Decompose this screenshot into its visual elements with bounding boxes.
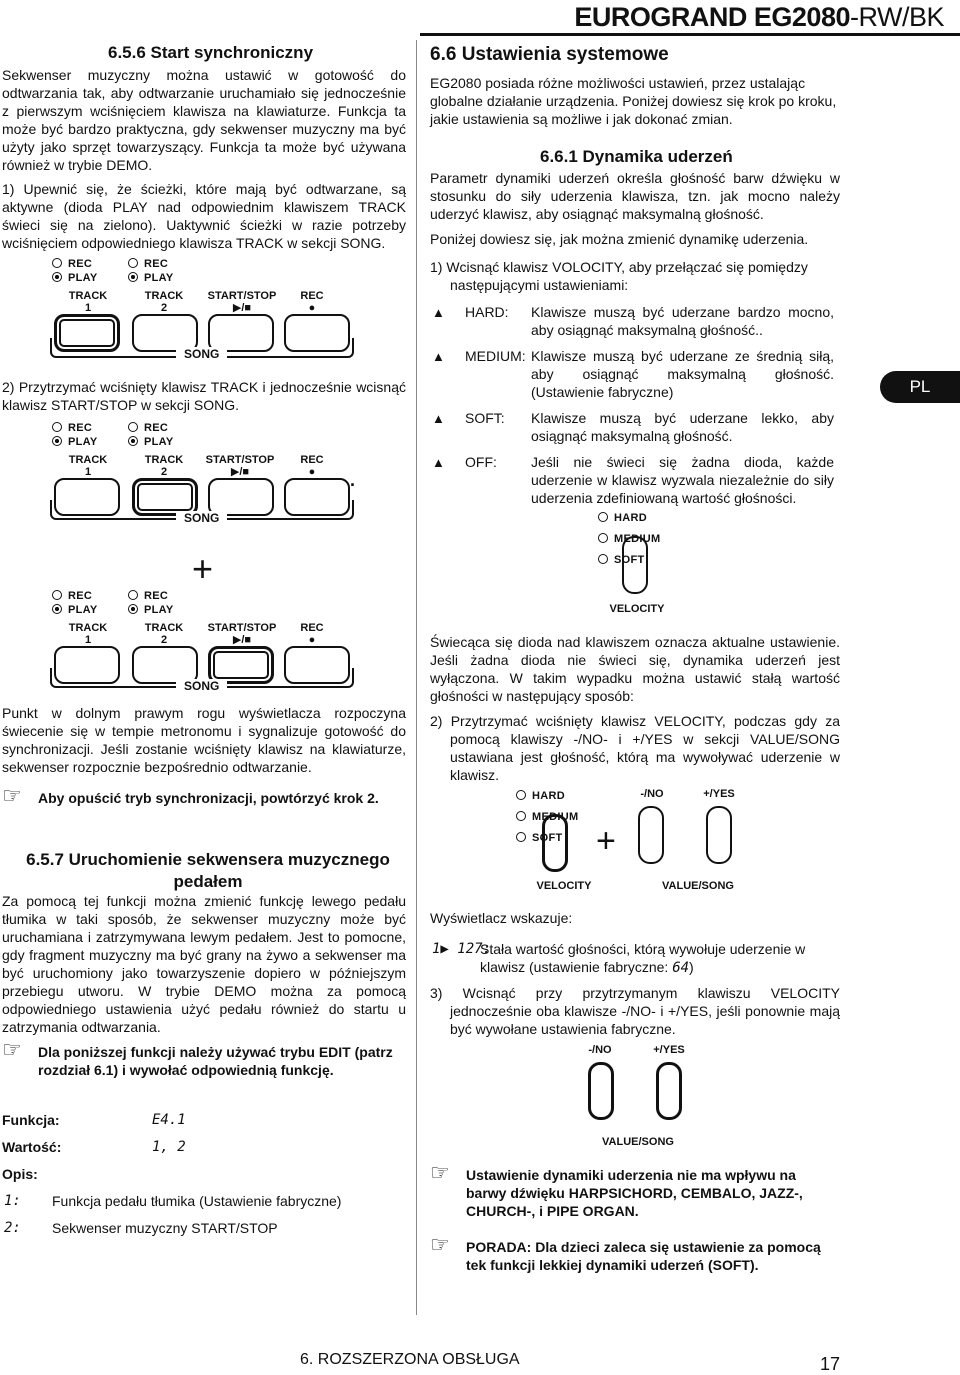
led-icon [52, 258, 62, 268]
led-icon [598, 512, 608, 522]
option-key: SOFT: [465, 410, 505, 426]
velocity-panel-1 [598, 512, 718, 622]
opis-2-text: Sekwenser muzyczny START/STOP [52, 1220, 278, 1236]
led-icon [128, 258, 138, 268]
yes-button[interactable] [706, 806, 732, 864]
led-label: REC [68, 258, 93, 270]
display-shows-label: Wyświetlacz wskazuje: [430, 910, 573, 926]
label-num: 2 [160, 302, 168, 314]
song-label-1: SONG [176, 347, 227, 361]
track1-label [60, 454, 116, 478]
label-text: REC [300, 454, 324, 466]
track2-label [136, 454, 192, 478]
led-label: REC [68, 422, 93, 434]
paragraph-661b: Poniżej dowiesz się, jak można zmienić dynamikę uderzenia. [430, 231, 809, 247]
paragraph-66: EG2080 posiada różne możliwości ustawień, przez ustalając globalne działanie urządzenia. Poniżej dowiesz się krok po kroku, jakie ustawienia są możliwe i jak dokonać zmian. [430, 75, 837, 127]
led-label: HARD [614, 512, 647, 524]
song-label-2: SONG [176, 511, 227, 525]
track2-label [136, 622, 192, 646]
note-edit-mode [2, 1037, 406, 1079]
led-icon [516, 832, 526, 842]
label-text: START/STOP [207, 290, 277, 302]
song-label-3: SONG [176, 679, 227, 693]
header-rule [420, 33, 960, 36]
opis-1-text: Funkcja pedału tłumika (Ustawienie fabryczne) [52, 1193, 342, 1209]
section-heading-661: 6.6.1 Dynamika uderzeń [540, 147, 733, 166]
led-label: REC [144, 258, 169, 270]
rec-led-1 [52, 422, 92, 434]
no-button[interactable] [638, 806, 664, 864]
label-text: TRACK [68, 454, 108, 466]
pointing-hand-icon: ☞ [430, 1232, 450, 1257]
track2-label [136, 290, 192, 314]
paragraph-656-intro: Sekwenser muzyczny można ustawić w gotowość do odtwarzania tak, aby odtwarzanie uruchamiało się jednocześnie z pierwszym wciśnięciem klawisza na klawiaturze. Funkcja ta może być bardzo praktyczna, gdy sekwenser muzyczny ma być użyty jako sprzęt towarzyszący. Funkcja ta może być używana również w trybie DEMO. [2, 67, 406, 173]
led-label: PLAY [68, 604, 98, 616]
led-label: SOFT [532, 832, 563, 844]
label-num: 2 [160, 466, 168, 478]
led-icon [598, 533, 608, 543]
led-icon [52, 422, 62, 432]
led-icon [598, 554, 608, 564]
led-label: MEDIUM [532, 811, 579, 823]
play-stop-icon: ▶/■ [232, 302, 252, 314]
label-num: 2 [160, 634, 168, 646]
value-song-label: VALUE/SONG [662, 880, 734, 892]
opis-label: Opis: [2, 1166, 38, 1182]
velocity-step-3: 3) Wcisnąć przy przytrzymanym klawiszu VELOCITY jednocześnie oba klawisze -/NO- i +/YES, jeśli ponownie mają być wywołane ustawienia fabryczne. [430, 985, 840, 1037]
label-text: REC [300, 290, 324, 302]
play-led-2 [128, 436, 174, 448]
triangle-bullet-icon: ▲ [432, 349, 445, 364]
led-icon [128, 272, 138, 282]
play-led-2 [128, 272, 174, 284]
play-stop-icon: ▶/■ [232, 634, 252, 646]
rec-button-label: REC ● [300, 622, 324, 646]
rec-button-label: REC ● [300, 454, 324, 478]
rec-led-1 [52, 590, 92, 602]
display-close: ) [689, 959, 694, 975]
value-song-label: VALUE/SONG [602, 1136, 674, 1148]
note-text: PORADA: Dla dzieci zaleca się ustawienie za pomocą tek funkcji lekkiej dynamiki uderzeń (SOFT). [466, 1239, 821, 1273]
label-text: START/STOP [205, 454, 275, 466]
velocity-button[interactable] [622, 536, 648, 594]
opis-1-key: 1: [4, 1193, 21, 1209]
yes-label: +/YES [703, 788, 735, 800]
triangle-bullet-icon: ▲ [432, 455, 445, 470]
page-number: 17 [819, 1354, 840, 1374]
note-velocity-effect [430, 1160, 840, 1220]
column-divider [416, 40, 417, 1315]
label-num: 1 [84, 302, 92, 314]
wartosc-value: 1, 2 [152, 1139, 186, 1155]
led-label: PLAY [68, 272, 98, 284]
option-key: HARD: [465, 304, 509, 320]
led-icon [516, 811, 526, 821]
rec-button-label: REC ● [300, 290, 324, 314]
play-led-1 [52, 604, 98, 616]
paragraph-sync-info: Punkt w dolnym prawym rogu wyświetlacza rozpoczyna świecenie się w tempie metronomu i sygnalizuje gotowość do synchronizacji. Jeśli zostanie wciśnięty klawisz na klawiaturze, sekwenser rozpocznie bezpośrednio odtwarzanie. [2, 705, 406, 775]
option-key: MEDIUM: [465, 348, 526, 364]
velocity-step-1: 1) Wcisnąć klawisz VOLOCITY, aby przełączać się pomiędzy następującymi ustawieniami: [430, 259, 808, 293]
rec-led-2 [128, 258, 168, 270]
section-heading-656: 6.5.6 Start synchroniczny [108, 43, 314, 62]
plus-symbol: + [192, 548, 214, 589]
wartosc-label: Wartość: [2, 1139, 62, 1155]
rec-led-2 [128, 590, 168, 602]
led-hard [598, 512, 647, 524]
pointing-hand-icon: ☞ [2, 1037, 22, 1062]
display-desc: Stała wartość głośności, którą wywołuje uderzenie w klawisz (ustawienie fabryczne: [480, 941, 806, 975]
funkcja-value: E4.1 [152, 1112, 186, 1128]
led-label: SOFT [614, 554, 645, 566]
language-badge: PL [880, 371, 960, 403]
note-tip-children [430, 1232, 840, 1274]
led-icon [128, 436, 138, 446]
option-desc: Jeśli nie świeci się żadna dioda, każde uderzenie w klawisz wyzwala niezależnie do siły uderzenia zdefiniowaną wartość głośności. [531, 454, 834, 506]
pointing-hand-icon: ☞ [430, 1160, 450, 1185]
option-key: OFF: [465, 454, 497, 470]
option-desc: Klawisze muszą być uderzane ze średnią siłą, aby osiągnąć maksymalną głośność. (Ustawienie fabryczne) [531, 348, 834, 400]
led-hard [516, 790, 565, 802]
paragraph-661a: Parametr dynamiki uderzeń określa głośność barw dźwięku w stosunku do siły uderzenia klawisza, tzn. jak mocno należy uderzyć klawisz, aby osiągnąć maksymalną głośność. [430, 170, 840, 222]
led-label: PLAY [144, 436, 174, 448]
value-song-panel [560, 1042, 720, 1154]
step-2-text: 2) Przytrzymać wciśnięty klawisz TRACK i jednocześnie wcisnąć klawisz START/STOP w sekcji SONG. [2, 379, 406, 413]
led-icon [516, 790, 526, 800]
track1-label [60, 290, 116, 314]
led-icon [128, 422, 138, 432]
led-label: REC [144, 590, 169, 602]
label-text: START/STOP [207, 622, 277, 634]
footer-section-title: 6. ROZSZERZONA OBSŁUGA [300, 1351, 520, 1368]
pointing-hand-icon: ☞ [2, 783, 22, 808]
page-header-title [574, 2, 944, 33]
track1-label [60, 622, 116, 646]
play-led-1 [52, 436, 98, 448]
label-text: TRACK [144, 622, 184, 634]
label-text: TRACK [144, 290, 184, 302]
note-exit-sync [2, 783, 406, 808]
no-label: -/NO [588, 1044, 612, 1056]
led-label: MEDIUM [614, 533, 661, 545]
rec-led-1 [52, 258, 92, 270]
led-label: PLAY [144, 604, 174, 616]
led-icon [52, 436, 62, 446]
no-button[interactable] [588, 1062, 614, 1120]
led-label: HARD [532, 790, 565, 802]
step-1-text: 1) Upewnić się, że ścieżki, które mają być odtwarzane, są aktywne (dioda PLAY nad odpowiednim klawiszem TRACK świeci się na zielono). Uaktywnić ścieżki w razie potrzeby wciśnięciem odpowiedniego klawisza TRACK w sekcji SONG. [2, 181, 406, 251]
led-icon [52, 604, 62, 614]
play-led-1 [52, 272, 98, 284]
label-num: 1 [84, 634, 92, 646]
led-label: REC [68, 590, 93, 602]
led-icon [52, 272, 62, 282]
option-desc: Klawisze muszą być uderzane bardzo mocno, aby osiągnąć maksymalną głośność.. [531, 304, 834, 338]
paragraph-led-info: Świecąca się dioda nad klawiszem oznacza aktualne ustawienie. Jeśli żadna dioda nie świeci się, dynamika uderzeń jest wyłączona. W takim wypadku można ustawić stałą wartość głośności w następujący sposób: [430, 634, 840, 704]
label-text: TRACK [68, 622, 108, 634]
led-label: REC [144, 422, 169, 434]
section-heading-66: 6.6 Ustawienia systemowe [430, 44, 669, 65]
rec-led-2 [128, 422, 168, 434]
label-text: REC [300, 622, 324, 634]
startstop-label [202, 622, 282, 646]
led-label: PLAY [144, 272, 174, 284]
play-stop-icon: ▶/■ [230, 466, 250, 478]
velocity-label: VELOCITY [536, 880, 592, 892]
header-brand: EUROGRAND EG2080 [574, 2, 850, 32]
velocity-value-panel [512, 786, 772, 898]
startstop-label [200, 454, 280, 478]
section-heading-657: 6.5.7 Uruchomienie sekwensera muzycznego pedałem [26, 850, 390, 891]
yes-button[interactable] [656, 1062, 682, 1120]
yes-label: +/YES [653, 1044, 685, 1056]
led-label: PLAY [68, 436, 98, 448]
display-dot: . [350, 470, 356, 490]
led-icon [52, 590, 62, 600]
opis-2-key: 2: [4, 1220, 21, 1236]
led-icon [128, 590, 138, 600]
display-factory-value: 64 [672, 960, 690, 976]
plus-symbol: + [596, 822, 616, 860]
note-text: Aby opuścić tryb synchronizacji, powtórzyć krok 2. [38, 790, 379, 806]
note-text: Ustawienie dynamiki uderzenia nie ma wpływu na barwy dźwięku HARPSICHORD, CEMBALO, JAZZ-, CHURCH-, i PIPE ORGAN. [466, 1167, 803, 1219]
triangle-bullet-icon: ▲ [432, 411, 445, 426]
velocity-step-2: 2) Przytrzymać wciśnięty klawisz VELOCITY, podczas gdy za pomocą klawiszy -/NO- i +/YES w sekcji VALUE/SONG ustawiana jest głośność, którą ma wywoływać uderzenie w klawisz. [430, 713, 840, 783]
paragraph-657: Za pomocą tej funkcji można zmienić funkcję lewego pedału tłumika w taki sposób, że sekwenser muzyczny może być uruchamiana i zatrzymywana lewym pedałem. Jest to pomocne, gdy fragment muzyczny ma być grany na żywo a sekwenser ma być uruchomiony jako towarzyszenie dopiero w późniejszym przebiegu utworu. W trybie DEMO można za pomocą odpowiedniego ustawienia użyć pedału również do startu u zatrzymania odtwarzania. [2, 893, 406, 1035]
note-text: Dla poniższej funkcji należy używać trybu EDIT (patrz rozdział 6.1) i wywołać odpowiednią funkcję. [38, 1044, 393, 1078]
led-icon [128, 604, 138, 614]
funkcja-label: Funkcja: [2, 1112, 60, 1128]
label-num: 1 [84, 466, 92, 478]
header-model-suffix: -RW/BK [849, 2, 944, 32]
velocity-button[interactable] [542, 814, 568, 872]
display-code: 1▶ 127: [432, 941, 492, 957]
triangle-bullet-icon: ▲ [432, 305, 445, 320]
velocity-label: VELOCITY [609, 603, 665, 615]
label-text: TRACK [68, 290, 108, 302]
play-led-2 [128, 604, 174, 616]
startstop-label [202, 290, 282, 314]
label-text: TRACK [144, 454, 184, 466]
no-label: -/NO [640, 788, 664, 800]
option-desc: Klawisze muszą być uderzane lekko, aby osiągnąć maksymalną głośność. [531, 410, 834, 444]
